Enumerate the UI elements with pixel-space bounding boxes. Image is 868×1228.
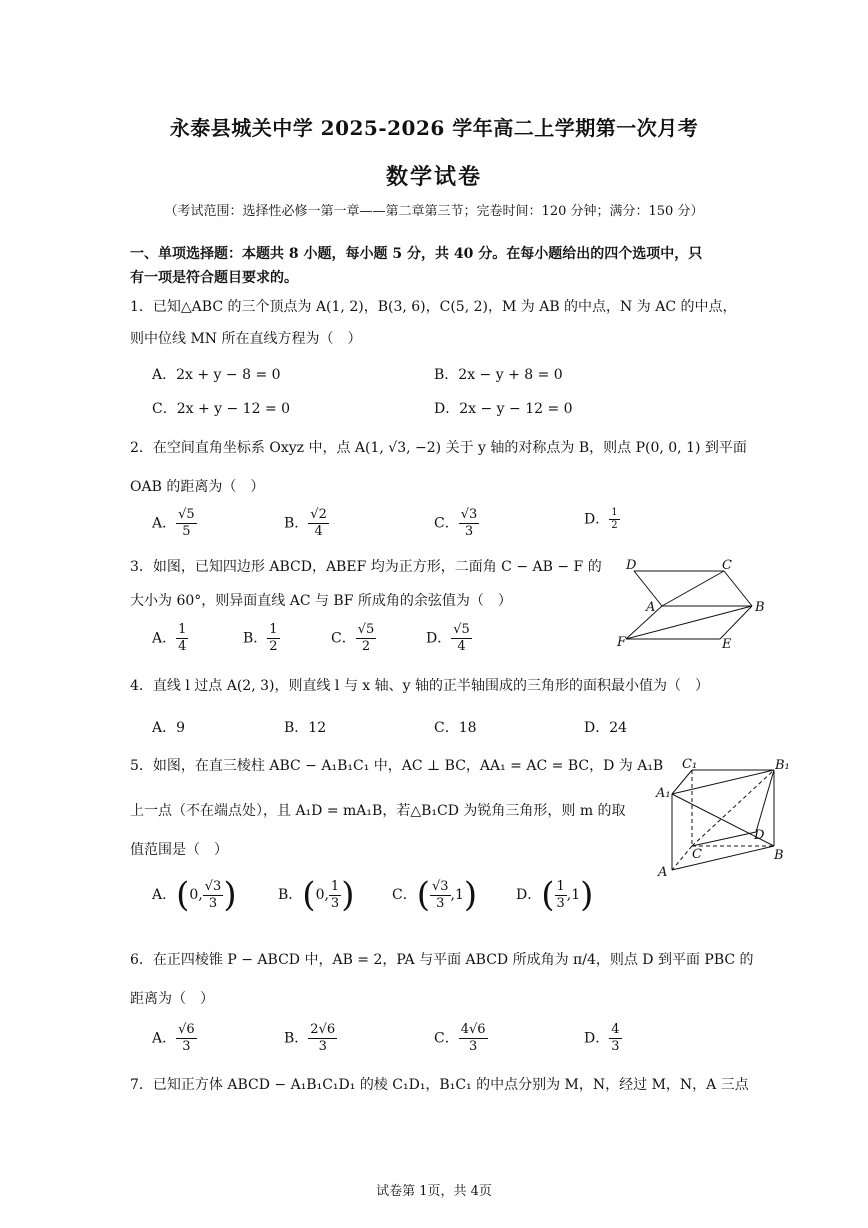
q1-option-c: C．2x + y − 12 = 0	[152, 401, 291, 417]
fig3-label-c: C	[722, 558, 732, 573]
q4-stem-line1: 4．直线 l 过点 A(2, 3)，则直线 l 与 x 轴、y 轴的正半轴围成的三角形的面积最小值为（ ）	[130, 678, 710, 694]
q2-option-a: A． $\frac{√5}{5}$	[152, 507, 195, 539]
q1-option-d: D．2x − y − 12 = 0	[434, 401, 573, 417]
section-heading-line2: 有一项是符合题目要求的。	[130, 270, 298, 286]
q1-stem-line2: 则中位线 MN 所在直线方程为（ ）	[130, 331, 362, 347]
fig5-label-a: A	[658, 865, 668, 880]
q3-option-b: B． $\frac{1}{2}$	[243, 622, 278, 654]
q3-option-a: A． $\frac{1}{4}$	[152, 622, 187, 654]
q6-option-b: B． $\frac{2√6}{3}$	[284, 1022, 336, 1054]
q2-option-d: D． $\frac{1}{2}$	[584, 507, 618, 531]
fig5-label-c1: C₁	[682, 757, 698, 772]
q6-option-a: A． $\frac{√6}{3}$	[152, 1022, 195, 1054]
q4-option-c: C．18	[434, 720, 477, 736]
q5-option-d: D．( $\frac{1}{3}$ ,1)	[516, 875, 594, 915]
q2-option-b: B． $\frac{√2}{4}$	[284, 507, 327, 539]
q3-stem-line2: 大小为 60°，则异面直线 AC 与 BF 所成角的余弦值为（ ）	[130, 593, 512, 609]
exam-subtitle: 数学试卷	[385, 164, 482, 190]
fig3-label-a: A	[646, 600, 656, 615]
fig5-label-d: D	[754, 828, 765, 843]
q2-stem-line2: OAB 的距离为（ ）	[130, 479, 265, 495]
fig3-label-f: F	[617, 635, 627, 650]
q3-option-c: C． $\frac{√5}{2}$	[331, 622, 375, 654]
q5-option-c: C．( $\frac{√3}{3}$ ,1)	[392, 875, 478, 915]
fig5-label-b: B	[774, 848, 784, 863]
section-heading	[130, 242, 742, 290]
fig3-label-e: E	[722, 637, 732, 652]
exam-scope: （考试范围：选择性必修一第一章——第二章第三节；完卷时间：120 分钟；满分：150 分）	[164, 204, 704, 219]
q4-option-b: B．12	[284, 720, 327, 736]
q5-option-b: B．(0, $\frac{1}{3}$ )	[278, 875, 355, 915]
q2-stem-line1: 2．在空间直角坐标系 Oxyz 中，点 A(1, √3, −2) 关于 y 轴的对称点为 B，则点 P(0, 0, 1) 到平面	[130, 440, 747, 456]
fig3-label-d: D	[626, 558, 637, 573]
q1-option-b: B．2x − y + 8 = 0	[434, 367, 563, 383]
q5-stem-line3: 值范围是（ ）	[130, 842, 228, 858]
q7-stem-line1: 7．已知正方体 ABCD − A₁B₁C₁D₁ 的棱 C₁D₁，B₁C₁ 的中点分别为 M，N，经过 M，N，A 三点	[130, 1077, 749, 1093]
q6-stem-line2: 距离为（ ）	[130, 991, 214, 1007]
fig5-label-c: C	[692, 847, 702, 862]
q1-stem-line1: 1．已知△ABC 的三个顶点为 A(1, 2)，B(3, 6)，C(5, 2)，M 为 AB 的中点，N 为 AC 的中点，	[130, 299, 737, 315]
q4-option-a: A．9	[152, 720, 186, 736]
q6-stem-line1: 6．在正四棱锥 P − ABCD 中，AB = 2，PA 与平面 ABCD 所成角为 π/4，则点 D 到平面 PBC 的	[130, 952, 754, 968]
q5-option-a: A．(0, $\frac{√3}{3}$ )	[152, 875, 237, 915]
q4-option-d: D．24	[584, 720, 628, 736]
q6-option-d: D． $\frac{4}{3}$	[584, 1022, 620, 1054]
q2-c-fraction: $\frac{√3}{3}$	[460, 507, 478, 539]
q2-b-fraction: $\frac{√2}{4}$	[310, 507, 327, 539]
exam-title: 永泰县城关中学 2025-2026 学年高二上学期第一次月考	[169, 116, 699, 140]
q3-option-d: D． $\frac{√5}{4}$	[426, 622, 470, 654]
q2-option-c: C． $\frac{√3}{3}$	[434, 507, 478, 539]
q3-figure	[612, 555, 772, 655]
q5-stem-line2: 上一点（不在端点处），且 A₁D = mA₁B，若△B₁CD 为锐角三角形，则 m 的取	[130, 803, 626, 819]
q6-option-c: C． $\frac{4√6}{3}$	[434, 1022, 486, 1054]
q5-figure	[650, 756, 795, 884]
q1-option-a: A．2x + y − 8 = 0	[152, 367, 281, 383]
q3-stem-line1: 3．如图，已知四边形 ABCD，ABEF 均为正方形，二面角 C − AB − F 的	[130, 559, 602, 575]
q5-stem-line1: 5．如图，在直三棱柱 ABC − A₁B₁C₁ 中，AC ⊥ BC，AA₁ = AC = BC，D 为 A₁B	[130, 758, 664, 774]
fig5-label-a1: A₁	[656, 786, 671, 801]
q2-a-fraction: $\frac{√5}{5}$	[178, 507, 195, 539]
page-footer: 试卷第 1页，共 4页	[376, 1184, 492, 1199]
section-heading-line1: 一、单项选择题：本题共 8 小题，每小题 5 分，共 40 分。在每小题给出的四个选项中，只	[130, 246, 703, 262]
q2-d-fraction: $\frac{1}{2}$	[611, 507, 618, 531]
fig3-label-b: B	[755, 600, 765, 615]
fig5-label-b1: B₁	[775, 758, 790, 773]
